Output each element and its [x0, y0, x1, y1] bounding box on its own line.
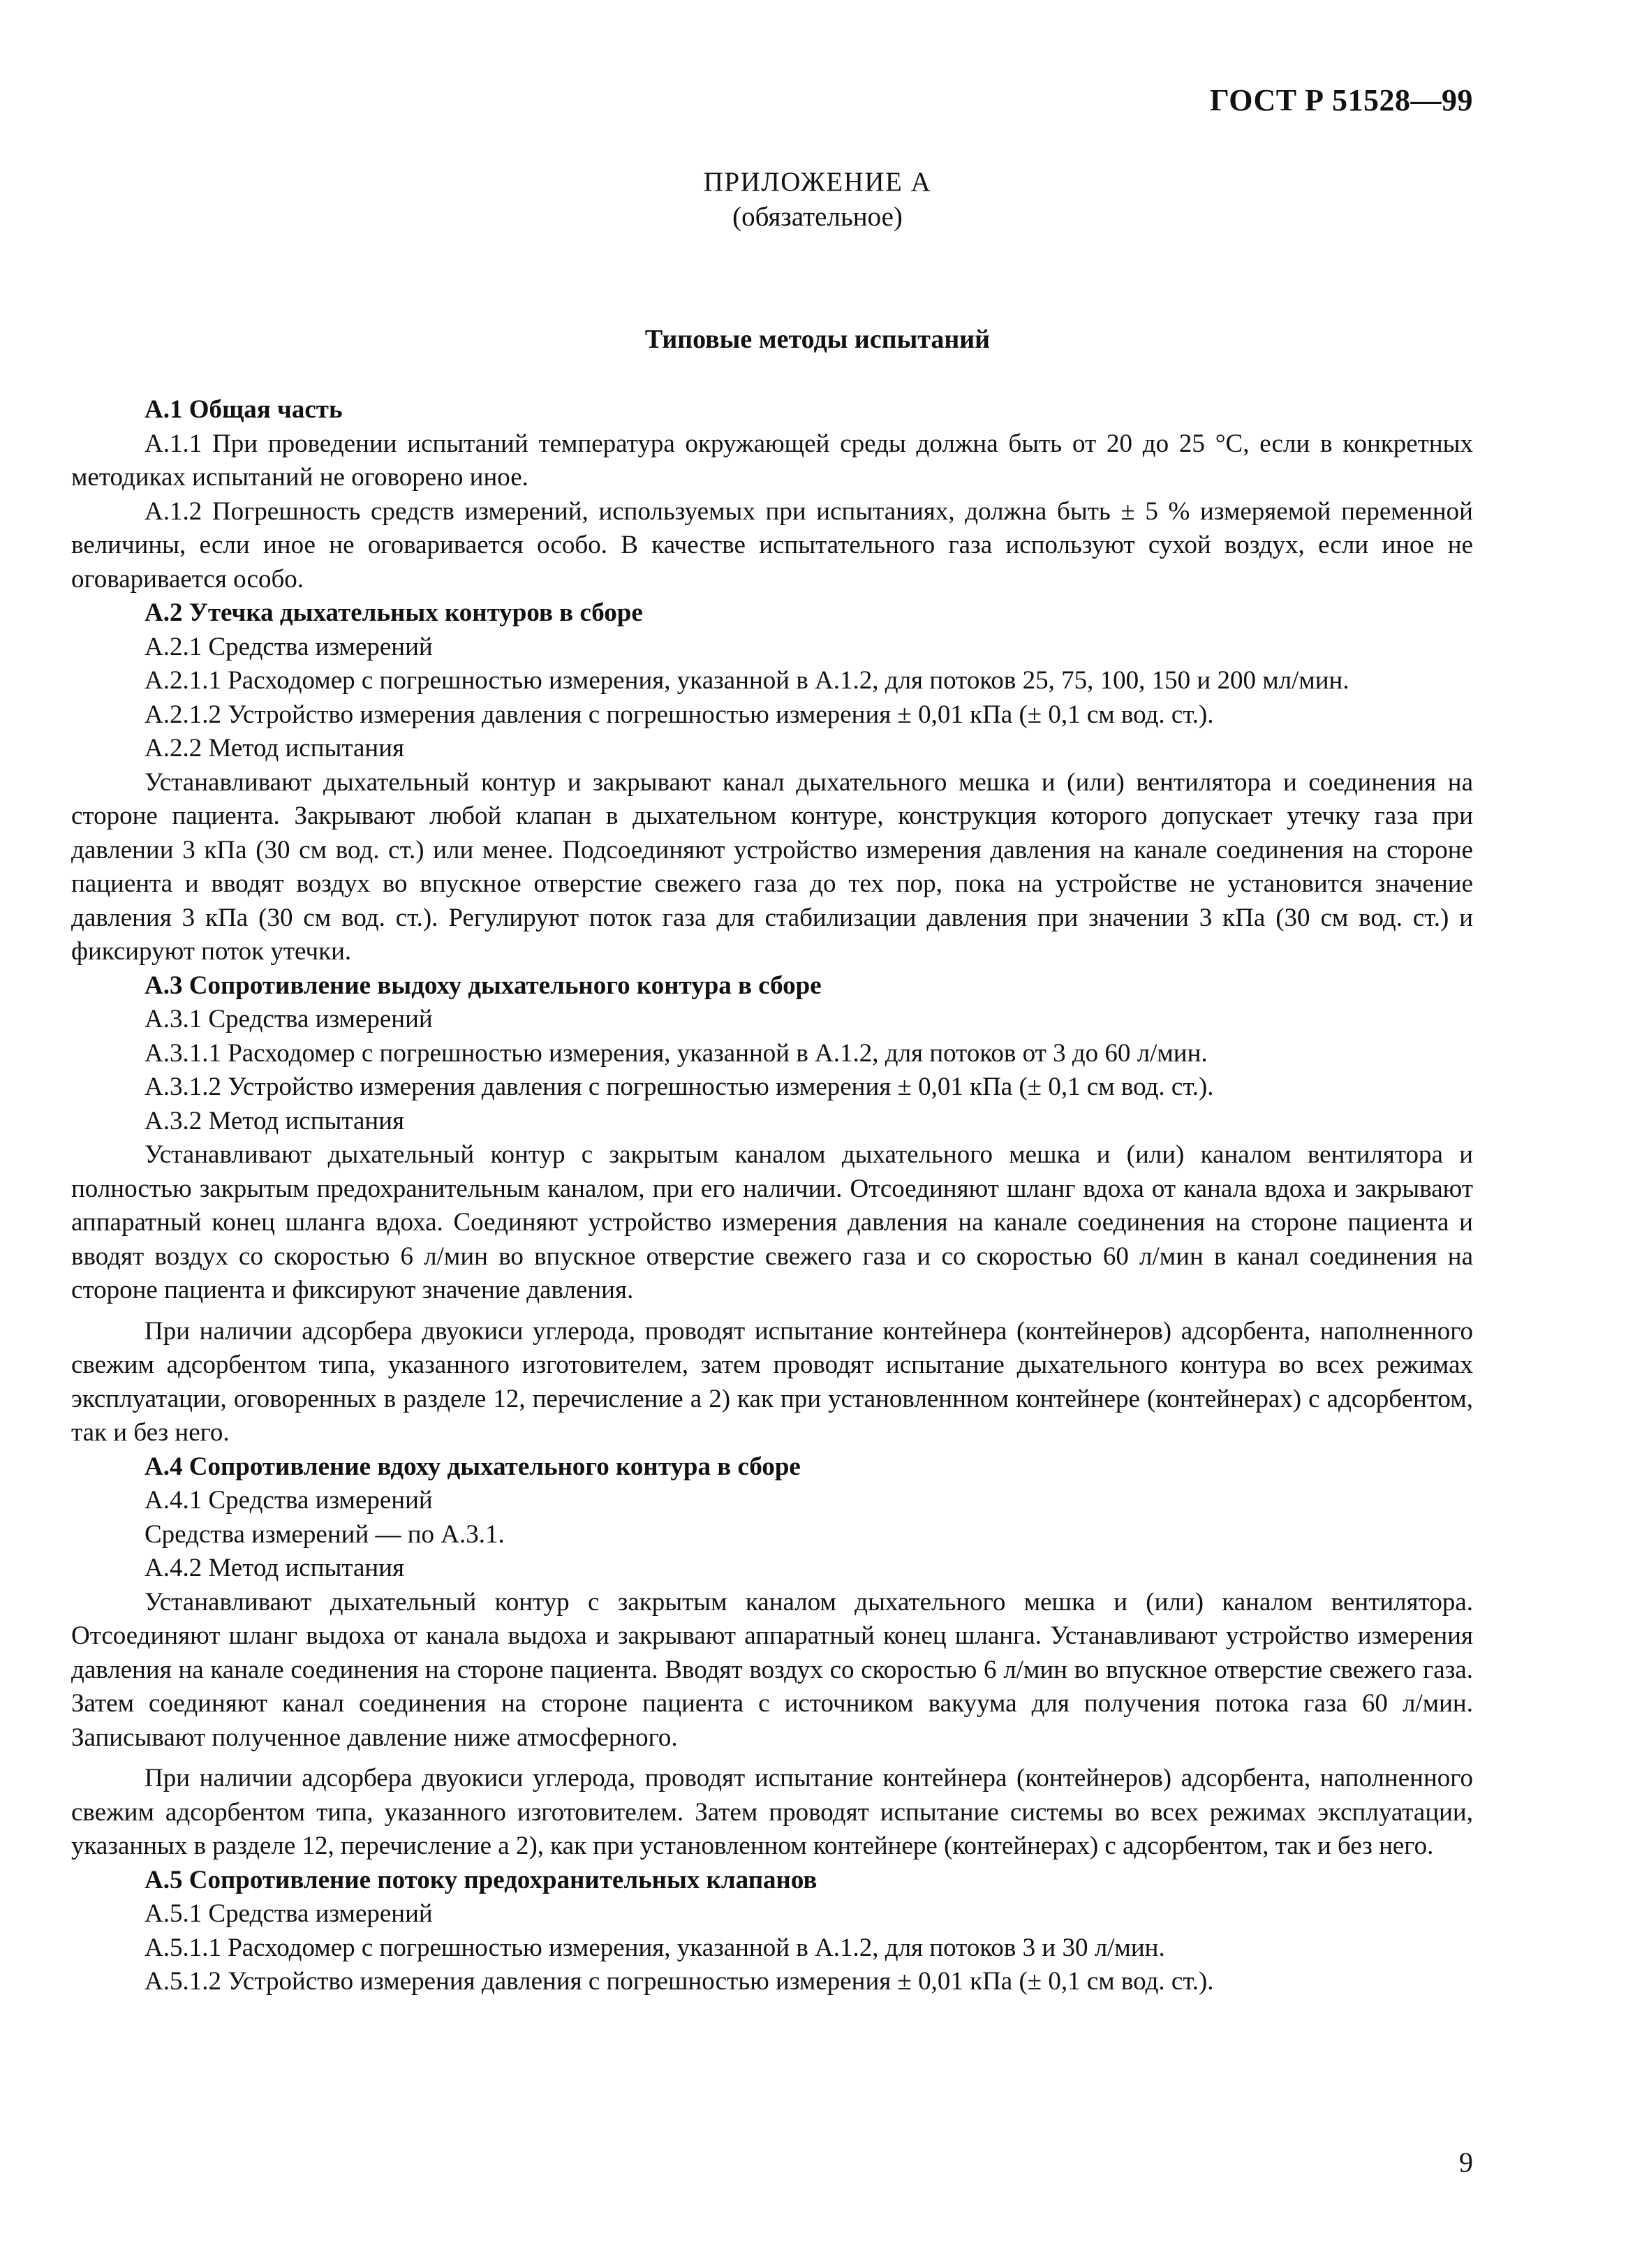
document-heading: Типовые методы испытаний [644, 325, 991, 354]
paragraph: А.2.1.2 Устройство измерения давления с погрешностью измерения ± 0,01 кПа (± 0,1 см вод. ст.). [145, 700, 1214, 729]
section-heading: А.5 Сопротивление потоку предохранительных клапанов [145, 1865, 818, 1894]
paragraph: А.2.1 Средства измерений [145, 632, 433, 661]
paragraph: А.2.2 Метод испытания [145, 734, 405, 763]
paragraph: При наличии адсорбера двуокиси углерода, проводят испытание контейнера (контейнеров) адсорбента, наполненного свежим адсорбентом типа, указанного изготовителем, затем проводят испытание дыхательного контура во всех режимах эксплуатации, оговоренных в разделе 12, перечисление а 2) как при установленнном контейнере (контейнерах) с адсорбентом, так и без него. [71, 1316, 1473, 1447]
paragraph: А.3.1 Средства измерений [145, 1005, 433, 1033]
paragraph: При наличии адсорбера двуокиси углерода, проводят испытание контейнера (контейнеров) адсорбента, наполненного свежим адсорбентом типа, указанного изготовителем. Затем проводят испытание системы во всех режимах эксплуатации, указанных в разделе 12, перечисление а 2), как при установленном контейнере (контейнерах) с адсорбентом, так и без него. [71, 1764, 1473, 1860]
paragraph: А.5.1 Средства измерений [145, 1899, 433, 1928]
paragraph: А.3.1.2 Устройство измерения давления с погрешностью измерения ± 0,01 кПа (± 0,1 см вод. ст.). [145, 1073, 1214, 1101]
appendix-title: ПРИЛОЖЕНИЕ А [703, 167, 932, 197]
section-heading: А.2 Утечка дыхательных контуров в сборе [145, 598, 643, 627]
paragraph: А.2.1.1 Расходомер с погрешностью измерения, указанной в А.1.2, для потоков 25, 75, 100, 150 и 200 мл/мин. [145, 666, 1349, 695]
section-heading: А.3 Сопротивление выдоху дыхательного контура в сборе [145, 971, 822, 1000]
paragraph: А.4.2 Метод испытания [145, 1554, 405, 1582]
paragraph: А.3.1.1 Расходомер с погрешностью измерения, указанной в А.1.2, для потоков от 3 до 60 л/мин. [145, 1038, 1208, 1068]
paragraph: А.5.1.1 Расходомер с погрешностью измерения, указанной в А.1.2, для потоков 3 и 30 л/мин. [145, 1933, 1165, 1962]
standard-code: ГОСТ Р 51528—99 [1209, 83, 1473, 117]
page-number: 9 [1459, 2146, 1473, 2178]
paragraph: А.4.1 Средства измерений [145, 1486, 433, 1515]
paragraph: Средства измерений — по А.3.1. [145, 1519, 505, 1549]
paragraph: А.3.2 Метод испытания [145, 1106, 405, 1135]
section-heading: А.4 Сопротивление вдоху дыхательного контура в сборе [145, 1452, 801, 1481]
appendix-status: (обязательное) [732, 202, 903, 232]
paragraph: Устанавливают дыхательный контур и закрывают канал дыхательного мешка и (или) вентилятора и соединения на стороне пациента. Закрывают любой клапан в дыхательном контуре, конструкция которого допускает утечку газа при давлении 3 кПа (30 см вод. ст.) или менее. Подсоединяют устройство измерения давления на канале соединения на стороне пациента и вводят воздух во впускное отверстие свежего газа до тех пор, пока на устройстве не установится значение давления 3 кПа (30 см вод. ст.). Регулируют поток газа для стабилизации давления при значении 3 кПа (30 см вод. ст.) и фиксируют поток утечки. [71, 767, 1473, 966]
paragraph: Устанавливают дыхательный контур с закрытым каналом дыхательного мешка и (или) каналом вентилятора и полностью закрытым предохранительным каналом, при его наличии. Отсоединяют шланг вдоха от канала вдоха и закрывают аппаратный конец шланга вдоха. Соединяют устройство измерения давления на канале соединения на стороне пациента и вводят воздух со скоростью 6 л/мин во впускное отверстие свежего газа и со скоростью 60 л/мин в канал соединения на стороне пациента и фиксируют значение давления. [71, 1140, 1473, 1304]
document-body [71, 393, 1473, 1999]
paragraph: Устанавливают дыхательный контур с закрытым каналом дыхательного мешка и (или) каналом вентилятора. Отсоединяют шланг выдоха от канала выдоха и закрывают аппаратный конец шланга. Устанавливают устройство измерения давления на канале соединения на стороне пациента. Вводят воздух со скоростью 6 л/мин во впускное отверстие свежего газа. Затем соединяют канал соединения на стороне пациента с источником вакуума для получения потока газа 60 л/мин. Записывают полученное давление ниже атмосферного. [71, 1587, 1473, 1752]
paragraph: А.1.1 При проведении испытаний температура окружающей среды должна быть от 20 до 25 °С, если в конкретных методиках испытаний не оговорено иное. [71, 429, 1473, 492]
paragraph: А.5.1.2 Устройство измерения давления с погрешностью измерения ± 0,01 кПа (± 0,1 см вод. ст.). [145, 1967, 1214, 1996]
section-heading: А.1 Общая часть [145, 395, 343, 424]
paragraph: А.1.2 Погрешность средств измерений, используемых при испытаниях, должна быть ± 5 % измеряемой переменной величины, если иное не оговаривается особо. В качестве испытательного газа используют сухой воздух, если иное не оговаривается особо. [71, 496, 1473, 594]
